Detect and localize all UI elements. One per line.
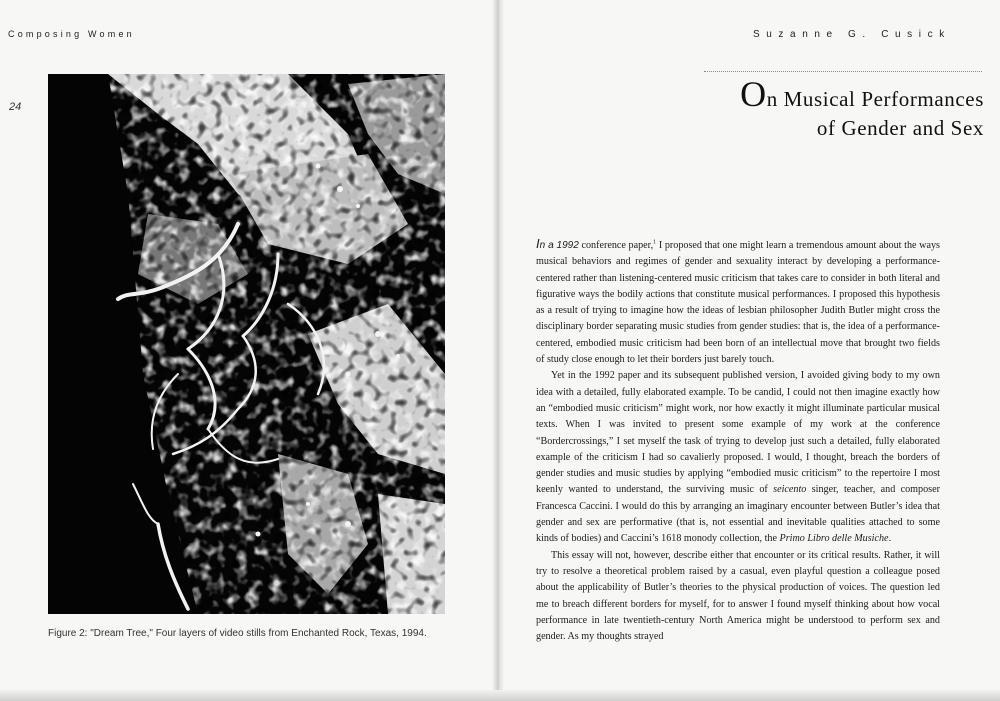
p2-seicento: seicento bbox=[773, 484, 807, 496]
paragraph-1 bbox=[536, 236, 940, 368]
paragraph-2 bbox=[536, 368, 940, 547]
article-body bbox=[536, 236, 940, 645]
title-initial: O bbox=[740, 74, 767, 114]
lead-in-rest: n a 1992 bbox=[539, 240, 579, 251]
book-gutter bbox=[492, 0, 504, 701]
bottom-edge bbox=[0, 690, 1000, 701]
title-rule bbox=[704, 71, 982, 72]
title-line-2: of Gender and Sex bbox=[816, 116, 984, 140]
article-title bbox=[660, 74, 984, 143]
page-number: 24 bbox=[9, 101, 22, 113]
p1-rest: I proposed that one might learn a tremendous amount about the ways musical behaviors and regimes of gender and sexuality interact by developing a performance-centered rather than listening-centered music criticism that takes care to consider in both literal and figurative ways the bodily actions that constitute musical performances. I proposed this hypothesis as a result of trying to imagine how the ideas of lesbian philosopher Judith Butler might cross the disciplinary border separating music studies from gender studies: that is, the idea of a performance-centered, embodied music criticism had been born of an intellectual move that brought two fields of study close enough to let their borders just barely touch. bbox=[536, 240, 940, 366]
lead-in bbox=[536, 236, 579, 251]
p1-after-lead: conference paper, bbox=[578, 240, 654, 251]
right-page bbox=[500, 0, 1000, 701]
footnote-marker[interactable]: 1 bbox=[653, 239, 657, 246]
p2-c: . bbox=[888, 533, 892, 545]
p2-a: Yet in the 1992 paper and its subsequent published version, I avoided giving body to my own idea with a detailed, fully elaborated example. To be candid, I could not then imagine exactly how an “embodied music criticism” might work, nor how exactly it might illuminate particular musical texts. When I was invited to present some example of my work at the conference “Bordercrossings,” I set myself the task of trying to develop just such a detailed, fully elaborated example of the criticism I had so cavalierly proposed. I would, I thought, breach the borders of gender studies and music studies by applying “embodied music criticism” to the repertoire I most keenly wanted to understand, the surviving music of bbox=[536, 370, 940, 496]
p2-book-title: Primo Libro delle Musiche bbox=[779, 533, 889, 545]
dream-tree-image bbox=[48, 74, 445, 614]
title-line-1 bbox=[660, 74, 984, 114]
p2-b: singer, teacher, and composer Francesca Caccini. I would do this by arranging an imaginary encounter between Butler’s idea that gender and sex are performative (that is, not essential and inevitable qualities attached to some kinds of bodies) and Caccini’s 1618 monody collection, the bbox=[536, 484, 940, 545]
lead-in-initial: I bbox=[536, 236, 540, 251]
figure-caption: Figure 2: "Dream Tree," Four layers of video stills from Enchanted Rock, Texas, 1994. bbox=[48, 628, 427, 639]
left-page bbox=[0, 0, 497, 701]
paragraph-3: This essay will not, however, describe either that encounter or its critical results. Rather, it will try to resolve a theoretical problem raised by a casual, even playful question a colleague posed about the applicability of Butler’s theories to the physical production of voices. The question led me to breach different borders for myself, for to answer I found myself thinking about how vocal performance in late twentieth-century North America might be understood to perform sex and gender. As my thoughts strayed bbox=[536, 549, 940, 643]
figure-dream-tree bbox=[48, 74, 445, 614]
title-line-1-rest: n Musical Performances bbox=[766, 87, 984, 111]
running-head-right: Suzanne G. Cusick bbox=[753, 29, 951, 40]
running-head-left: Composing Women bbox=[8, 29, 135, 39]
